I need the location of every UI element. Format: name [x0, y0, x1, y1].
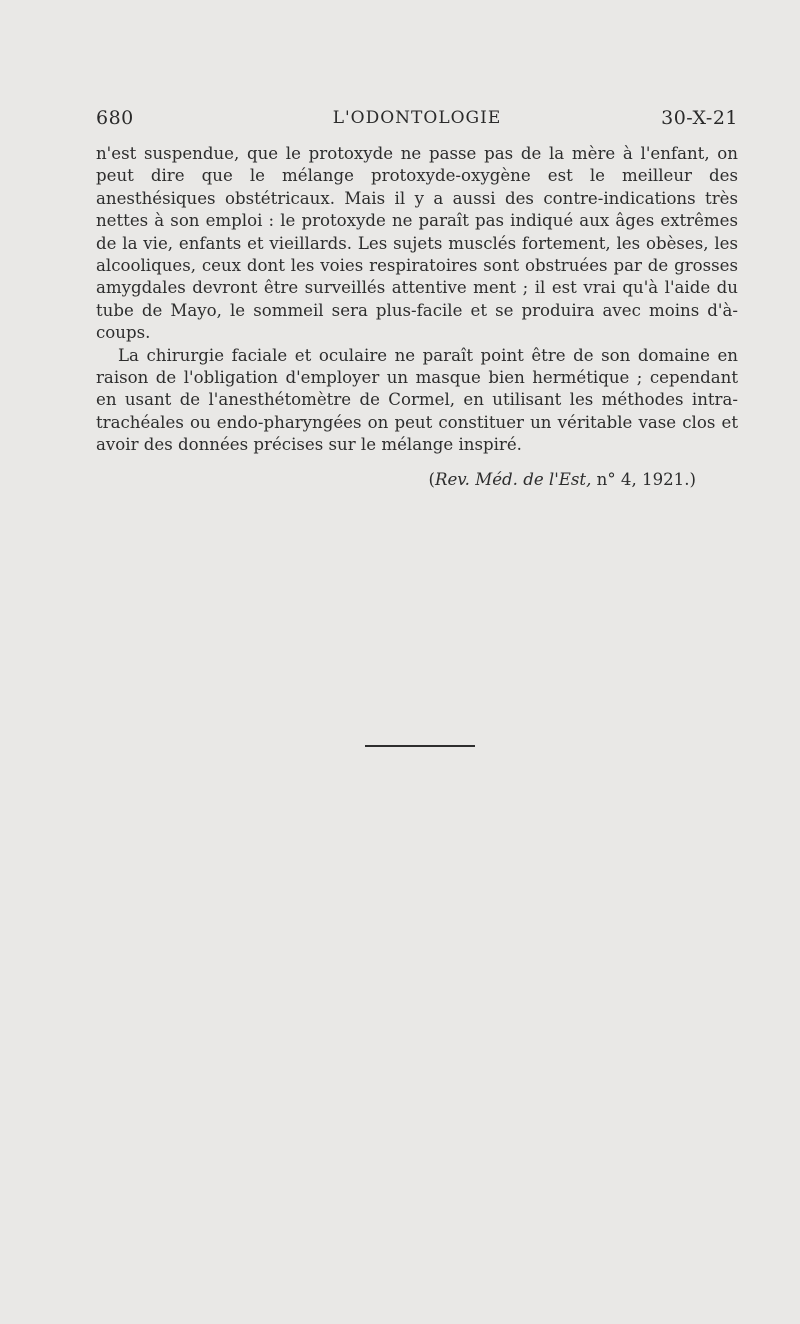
- issue-date: 30-X-21: [661, 107, 738, 129]
- citation-open: (: [428, 470, 435, 489]
- citation: [96, 468, 696, 492]
- running-title: L'ODONTOLOGIE: [332, 108, 502, 128]
- section-divider: [365, 745, 475, 747]
- citation-source: Rev. Méd. de l'Est,: [434, 470, 592, 489]
- paragraph-1: n'est suspendue, que le protoxyde ne passe pas de la mère à l'enfant, on peut dire que le mélange protoxyde-oxygène est le meilleur des anesthésiques obstétricaux. Mais il y a aussi des contre-indications très nettes à son emploi : le protoxyde ne paraît pas indiqué aux âges extrêmes de la vie, enfants et vieillards. Les sujets musclés fortement, les obèses, les alcooliques, ceux dont les voies respiratoires sont obstruées par de grosses amygdales devront être surveillés attentive ment ; il est vrai qu'à l'aide du tube de Mayo, le sommeil sera plus-facile et se produira avec moins d'à-coups.: [96, 144, 738, 343]
- citation-number: n° 4, 1921.): [591, 470, 696, 489]
- page-header: [96, 103, 738, 133]
- paragraph-2: La chirurgie faciale et oculaire ne paraît point être de son domaine en raison de l'obligation d'employer un masque bien hermétique ; cependant en usant de l'anesthétomètre de Cormel, en utilisant les méthodes intra-trachéales ou endo-pharyngées on peut constituer un véritable vase clos et avoir des données précises sur le mélange inspiré.: [96, 345, 738, 455]
- page-number: 680: [96, 107, 134, 129]
- article-body: [96, 143, 738, 457]
